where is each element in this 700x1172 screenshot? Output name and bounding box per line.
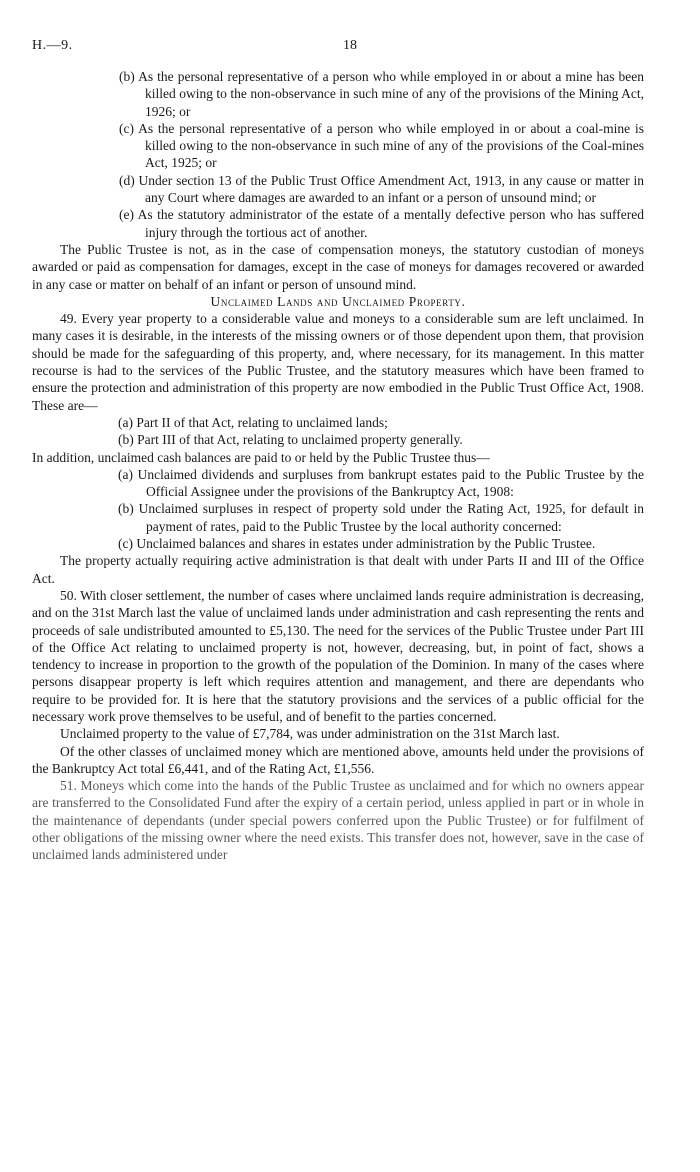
section-heading: Unclaimed Lands and Unclaimed Property. [210, 293, 466, 309]
paragraph-49: 49. Every year property to a considerable value and moneys to a considerable sum are left unclaimed. In many cases it is desirable, in the interests of the missing owners or of those dependent upon them, that provision should be made for the safeguarding of this property, and, where necessary, for its management. In this matter recourse is had to the services of the Public Trustee, and the statutory measures which have been framed to ensure the protection and administration of this property are now embodied in the Public Trust Office Act, 1908. These are— [32, 311, 644, 413]
paragraph-public-trustee: The Public Trustee is not, as in the case of compensation moneys, the statutory custodian of moneys awarded or paid as compensation for damages, except in the case of moneys for damages recovered or awarded in any case or matter on behalf of an infant or person of unsound mind. [32, 241, 644, 292]
list-item: (a) Unclaimed dividends and surpluses from bankrupt estates paid to the Public Trustee by the Official Assignee under the provisions of the Bankruptcy Act, 1908: [118, 466, 644, 500]
paragraph-property: The property actually requiring active administration is that dealt with under Parts II and III of the Office Act. [32, 553, 644, 586]
list-item: (e) As the statutory administrator of the estate of a mentally defective person who has suffered injury through the tortious act of another. [119, 207, 644, 240]
list-item: (d) Under section 13 of the Public Trust Office Amendment Act, 1913, in any cause or matter in any Court where damages are awarded to an infant or a person of unsound mind; or [119, 172, 644, 206]
list-item: (c) As the personal representative of a person who while employed in or about a coal-mine is killed owing to the non-observance in such mine of any of the provisions of the Coal-mines Act, 1925; or [119, 120, 644, 171]
paragraph-unclaimed-property: Unclaimed property to the value of £7,784, was under administration on the 31st March last. [60, 726, 560, 742]
page-number: 18 [343, 38, 357, 53]
list-item: (b) Unclaimed surpluses in respect of property sold under the Rating Act, 1925, for default in payment of rates, paid to the Public Trustee by the local authority concerned: [118, 501, 644, 534]
list-item: (b) Part III of that Act, relating to unclaimed property generally. [118, 432, 463, 448]
paragraph-50: 50. With closer settlement, the number of cases where unclaimed lands require administration is decreasing, and on the 31st March last the value of unclaimed lands under administration and cash representing the rents and proceeds of sale undistributed amounted to £5,130. The need for the services of the Public Trustee under Part III of the Office Act relating to unclaimed property is not, however, decreasing, but, in point of fact, shows a tendency to increase in proportion to the growth of the population of the Dominion. In many of the cases where persons disappear property is left which requires attention and management, and there are dependants who require to be provided for. It is here that the statutory provisions and the services of a public official for the necessary work prove themselves to be useful, and of benefit to the parties concerned. [32, 587, 644, 724]
page-header [32, 38, 668, 58]
list-item: (c) Unclaimed balances and shares in estates under administration by the Public Trustee. [118, 536, 596, 552]
report-reference: H.—9. [32, 38, 73, 53]
paragraph-in-addition: In addition, unclaimed cash balances are paid to or held by the Public Trustee thus— [32, 449, 490, 465]
list-item: (a) Part II of that Act, relating to unclaimed lands; [118, 414, 388, 430]
document-body [32, 68, 644, 864]
paragraph-51: 51. Moneys which come into the hands of the Public Trustee as unclaimed and for which no owners appear are transferred to the Consolidated Fund after the expiry of a certain period, unless applied in part or in whole in the maintenance of dependants (under special powers conferred upon the Public Trustee) or for fulfilment of other obligations of the missing owner where the need exists. This transfer does not, however, save in the case of unclaimed lands administered under [32, 778, 644, 863]
list-item: (b) As the personal representative of a person who while employed in or about a mine has been killed owing to the non-observance in such mine of any of the provisions of the Mining Act, 1926; or [119, 69, 644, 119]
paragraph-other-classes: Of the other classes of unclaimed money which are mentioned above, amounts held under the provisions of the Bankruptcy Act total £6,441, and of the Rating Act, £1,556. [32, 743, 644, 776]
